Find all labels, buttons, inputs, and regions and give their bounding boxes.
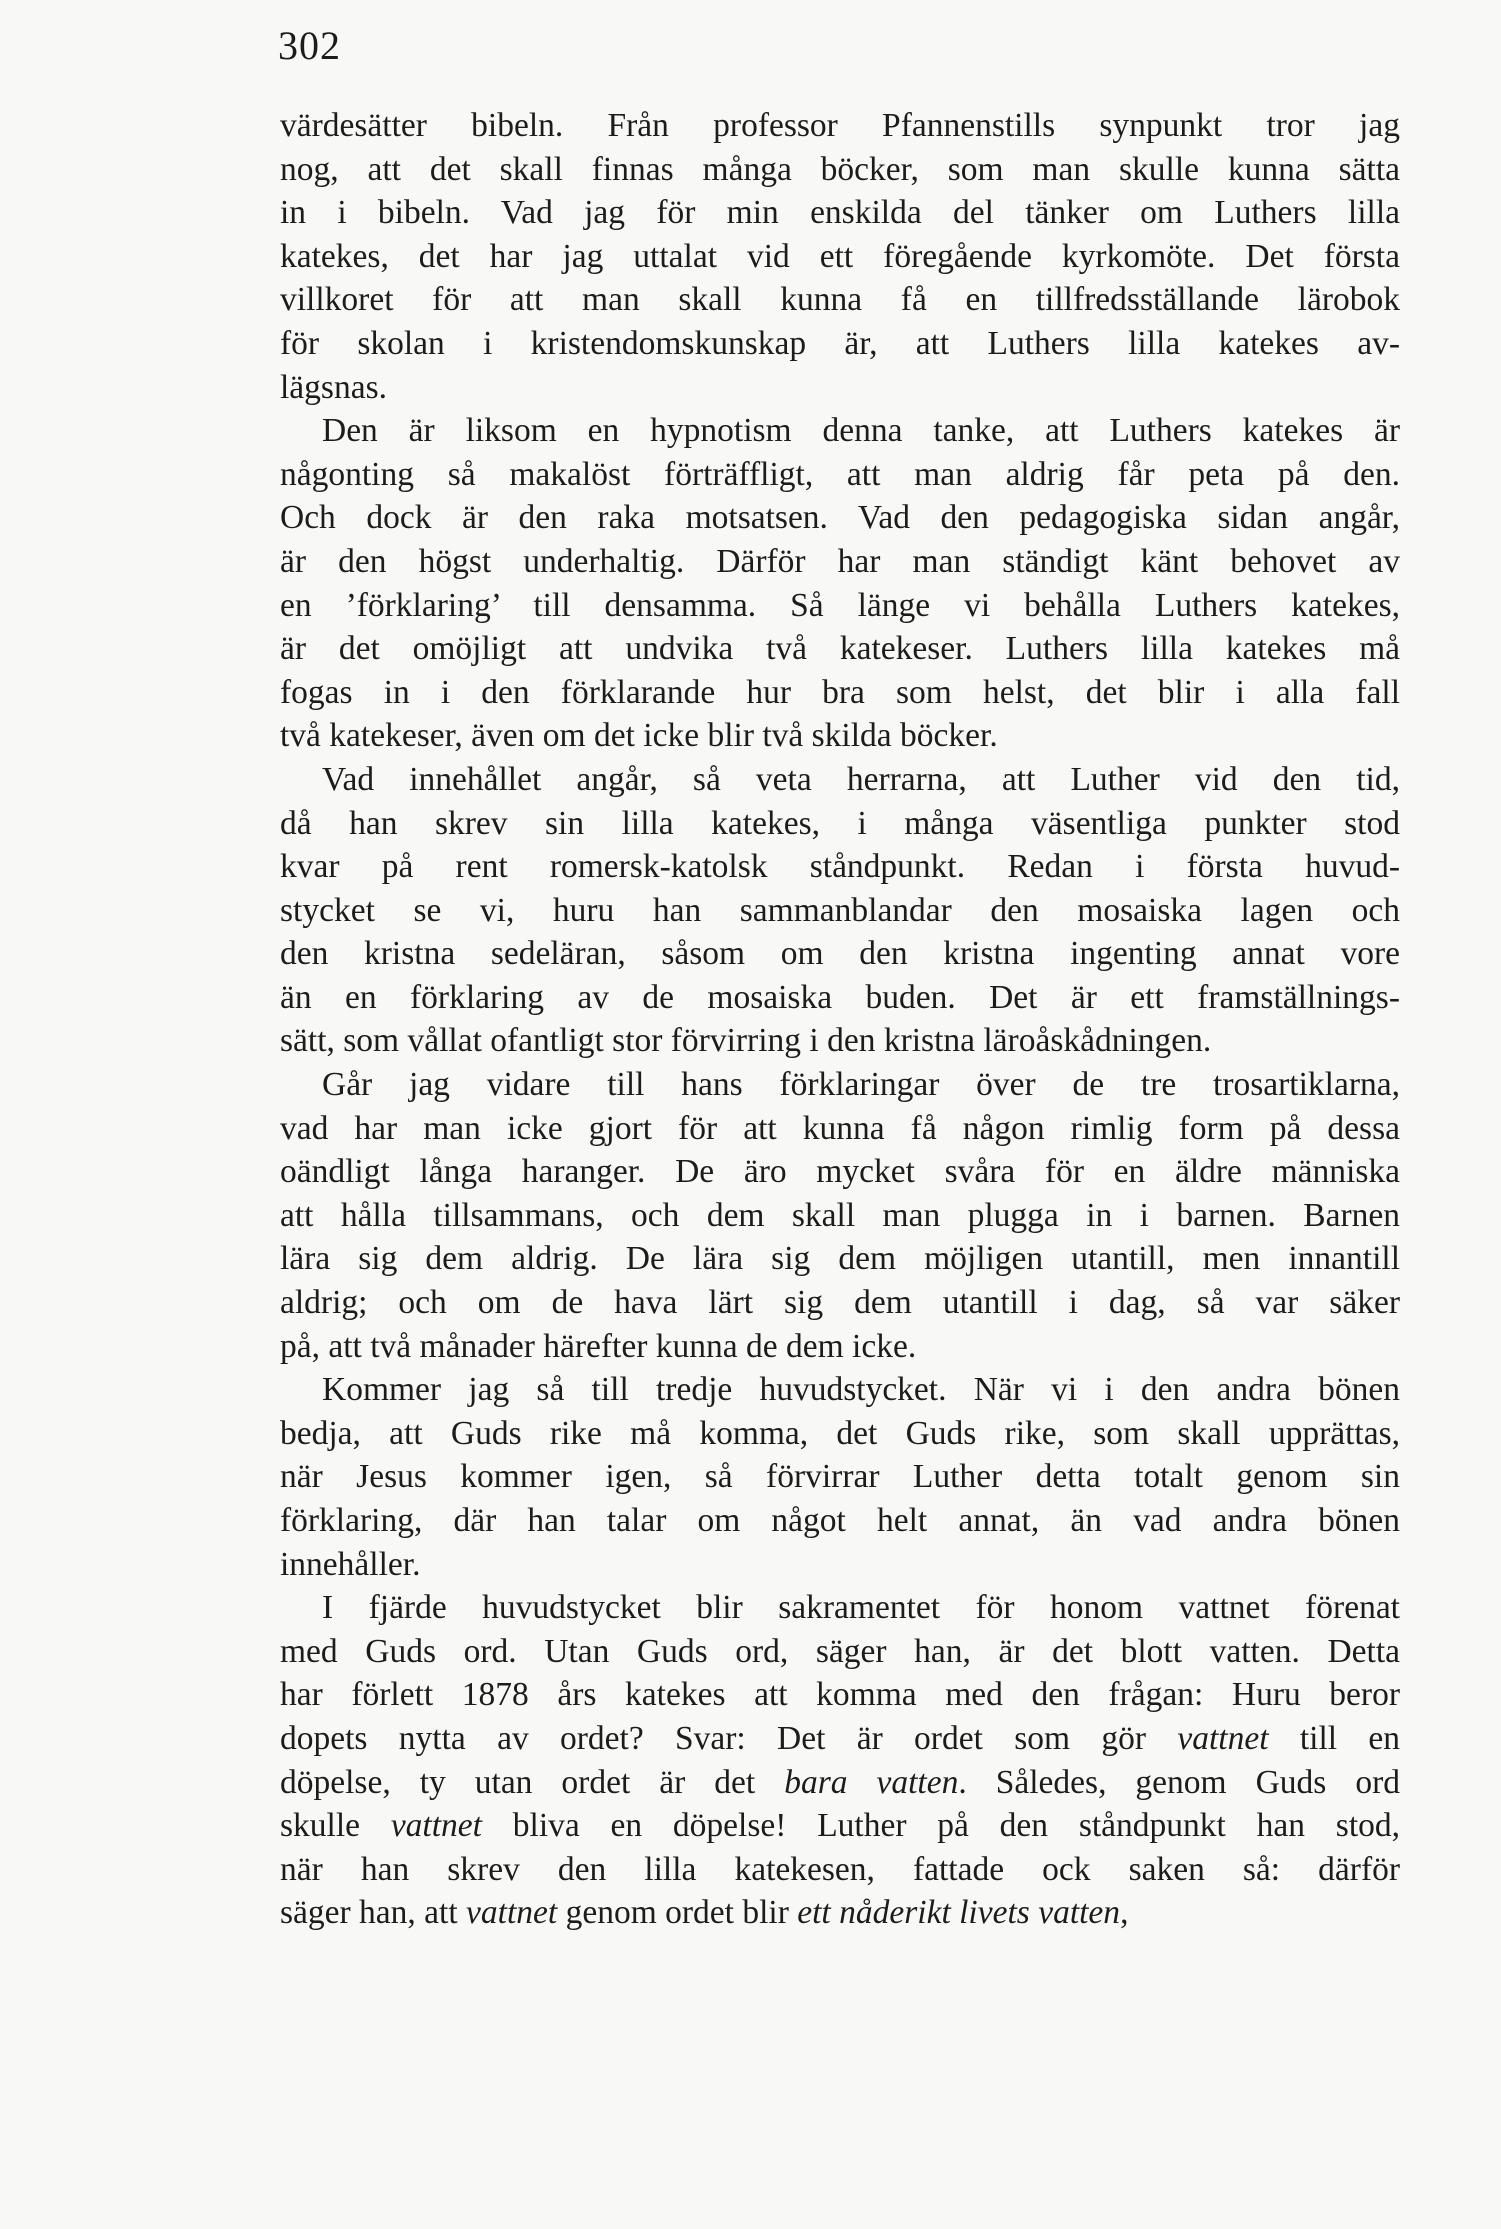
text-line: för skolan i kristendomskunskap är, att Luthers lilla katekes av- [280, 324, 1400, 362]
text-line: in i bibeln. Vad jag för min enskilda del tänker om Luthers lilla [280, 194, 1400, 232]
text-line: när Jesus kommer igen, så förvirrar Luther detta totalt genom sin [280, 1458, 1400, 1496]
text-line: katekes, det har jag uttalat vid ett föregående kyrkomöte. Det första [280, 237, 1400, 275]
text-line: den kristna sedeläran, såsom om den kristna ingenting annat vore [280, 935, 1400, 973]
text-line: oändligt långa haranger. De äro mycket svåra för en äldre människa [280, 1153, 1400, 1191]
text-line: när han skrev den lilla katekesen, fattade ock saken så: därför [280, 1850, 1400, 1888]
text-line: aldrig; och om de hava lärt sig dem utantill i dag, så var säker [280, 1284, 1400, 1322]
text-line: fogas in i den förklarande hur bra som helst, det blir i alla fall [280, 673, 1400, 711]
text-line: då han skrev sin lilla katekes, i många väsentliga punkter stod [280, 804, 1400, 842]
paragraph [280, 758, 1400, 1063]
paragraph [280, 1368, 1400, 1586]
text-line: förklaring, där han talar om något helt annat, än vad andra bönen [280, 1502, 1400, 1539]
paragraph [280, 1586, 1400, 1935]
text-line: bedja, att Guds rike må komma, det Guds rike, som skall upprättas, [280, 1414, 1400, 1452]
text-line: på, att två månader härefter kunna de dem icke. [280, 1327, 917, 1365]
text-line: Den är liksom en hypnotism denna tanke, att Luthers katekes är [322, 412, 1400, 450]
body-text [280, 104, 1400, 1935]
text-line: skulle vattnet bliva en döpelse! Luther på den ståndpunkt han stod, [280, 1807, 1400, 1845]
text-line: innehåller. [280, 1545, 421, 1583]
text-line: kvar på rent romersk-katolsk ståndpunkt. Redan i första huvud- [280, 848, 1400, 886]
text-line: värdesätter bibeln. Från professor Pfannenstills synpunkt tror jag [280, 107, 1400, 144]
text-line: villkoret för att man skall kunna få en tillfredsställande lärobok [280, 281, 1400, 319]
text-line: dopets nytta av ordet? Svar: Det är ordet som gör vattnet till en [280, 1719, 1400, 1757]
text-line: någonting så makalöst förträffligt, att man aldrig får peta på den. [280, 455, 1400, 493]
text-line: har förlett 1878 års katekes att komma med den frågan: Huru beror [280, 1676, 1400, 1714]
text-line: döpelse, ty utan ordet är det bara vatten. Således, genom Guds ord [280, 1763, 1400, 1801]
text-line: med Guds ord. Utan Guds ord, säger han, är det blott vatten. Detta [280, 1632, 1400, 1670]
text-line: Och dock är den raka motsatsen. Vad den pedagogiska sidan angår, [280, 499, 1400, 537]
text-line: en ’förklaring’ till densamma. Så länge vi behålla Luthers katekes, [280, 586, 1400, 624]
text-line: säger han, att vattnet genom ordet blir ett nåderikt livets vatten, [280, 1894, 1129, 1932]
text-line: nog, att det skall finnas många böcker, som man skulle kunna sätta [280, 150, 1400, 188]
paragraph [280, 104, 1400, 409]
text-line: att hålla tillsammans, och dem skall man plugga in i barnen. Barnen [280, 1196, 1400, 1234]
text-line: sätt, som vållat ofantligt stor förvirring i den kristna läroåskådningen. [280, 1022, 1212, 1060]
text-line: än en förklaring av de mosaiska buden. Det är ett framställnings- [280, 978, 1400, 1016]
text-line: vad har man icke gjort för att kunna få någon rimlig form på dessa [280, 1109, 1400, 1147]
text-line: lära sig dem aldrig. De lära sig dem möjligen utantill, men innantill [280, 1240, 1400, 1278]
text-line: är det omöjligt att undvika två katekeser. Luthers lilla katekes må [280, 630, 1400, 668]
text-line: I fjärde huvudstycket blir sakramentet för honom vattnet förenat [322, 1589, 1400, 1627]
text-line: Kommer jag så till tredje huvudstycket. När vi i den andra bönen [322, 1371, 1400, 1409]
text-line: stycket se vi, huru han sammanblandar den mosaiska lagen och [280, 891, 1400, 929]
text-line: två katekeser, även om det icke blir två skilda böcker. [280, 717, 998, 755]
text-line: Vad innehållet angår, så veta herrarna, att Luther vid den tid, [322, 760, 1400, 798]
text-line: lägsnas. [280, 368, 387, 406]
text-line: Går jag vidare till hans förklaringar över de tre trosartiklarna, [322, 1066, 1400, 1104]
paragraph [280, 409, 1400, 758]
text-line: är den högst underhaltig. Därför har man ständigt känt behovet av [280, 542, 1400, 580]
paragraph [280, 1063, 1400, 1368]
page-number: 302 [278, 23, 341, 68]
